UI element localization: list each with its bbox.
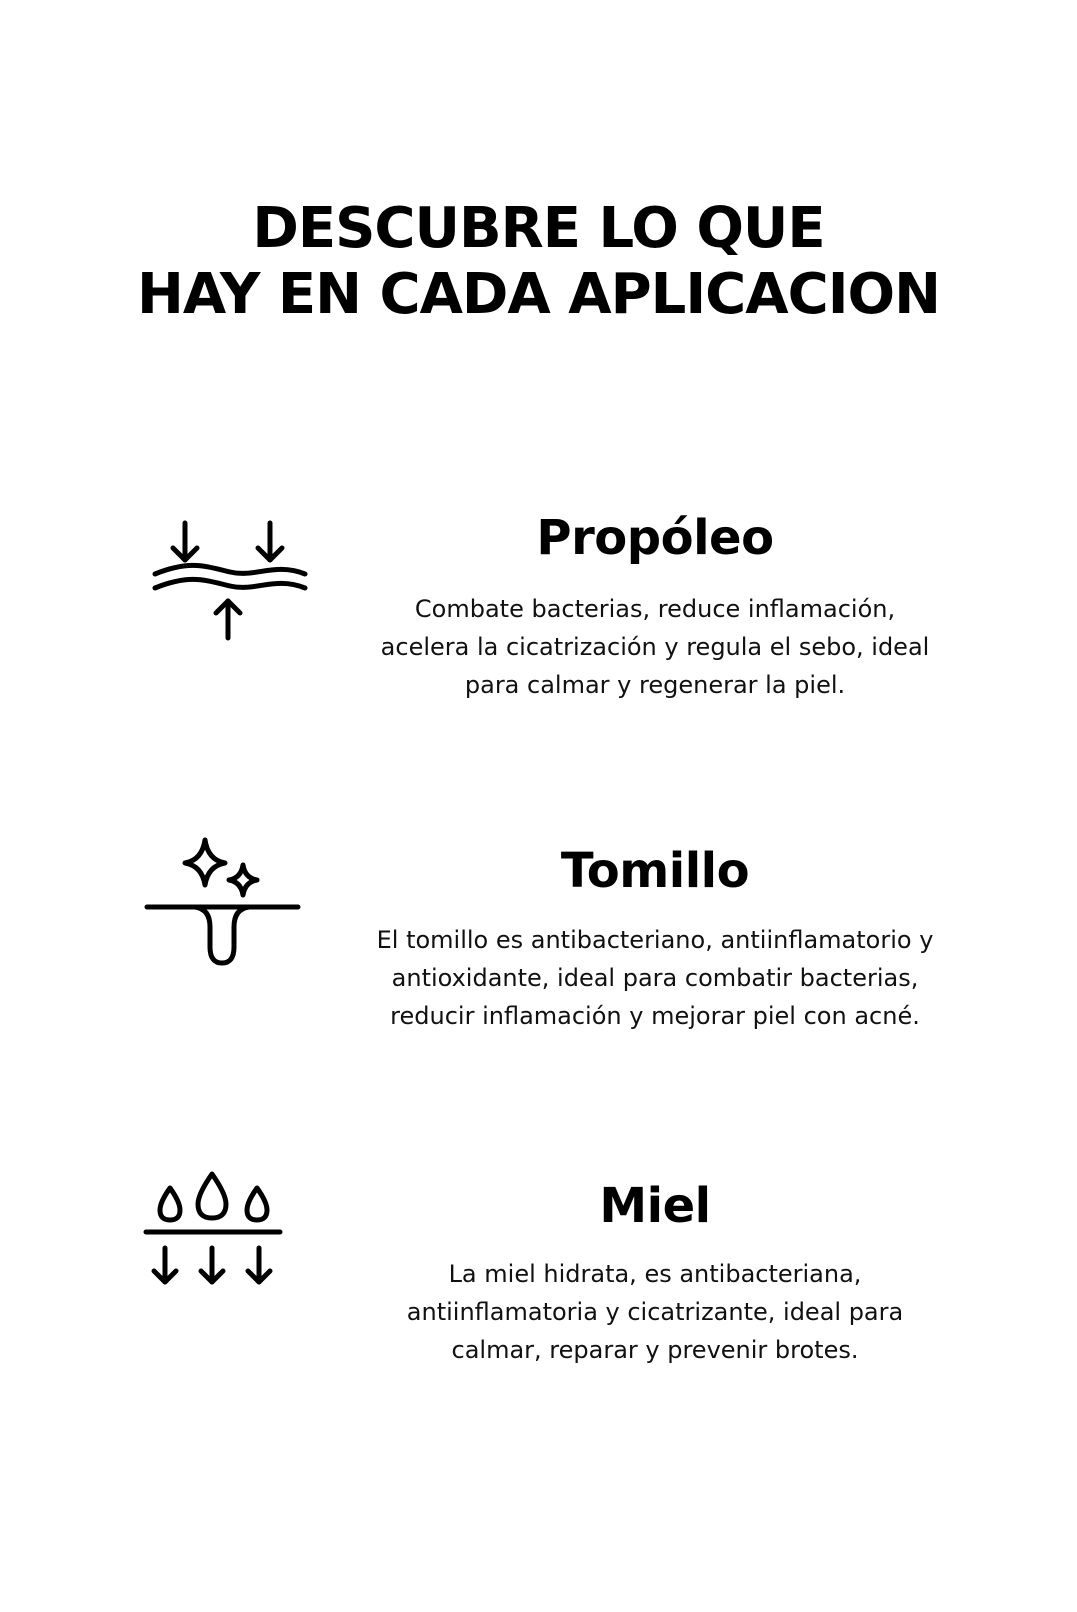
ingredient-name: Propóleo: [536, 510, 774, 566]
page-title-line-2: HAY EN CADA APLICACION: [136, 262, 940, 327]
ingredient-name: Miel: [599, 1178, 711, 1234]
ingredient-item-propoleo: [0, 500, 1077, 760]
clean-pore-sparkle-icon: [140, 835, 310, 985]
ingredient-description: La miel hidrata, es antibacteriana, antiinflamatoria y cicatrizante, ideal para calmar, reparar y prevenir brotes.: [406, 1260, 904, 1364]
page-title: [0, 196, 1077, 328]
page-title-line-1: DESCUBRE LO QUE: [252, 196, 825, 261]
hydration-drops-icon: [140, 1170, 310, 1320]
ingredient-description: El tomillo es antibacteriano, antiinflamatorio y antioxidante, ideal para combatir bacterias, reducir inflamación y mejorar piel con acné.: [376, 926, 934, 1030]
ingredient-item-miel: [0, 1170, 1077, 1430]
skin-pressure-arrows-icon: [145, 508, 315, 658]
ingredient-name: Tomillo: [560, 843, 750, 899]
ingredient-item-tomillo: [0, 835, 1077, 1095]
ingredient-description: Combate bacterias, reduce inflamación, acelera la cicatrización y regula el sebo, ideal para calmar y regenerar la piel.: [380, 595, 930, 699]
